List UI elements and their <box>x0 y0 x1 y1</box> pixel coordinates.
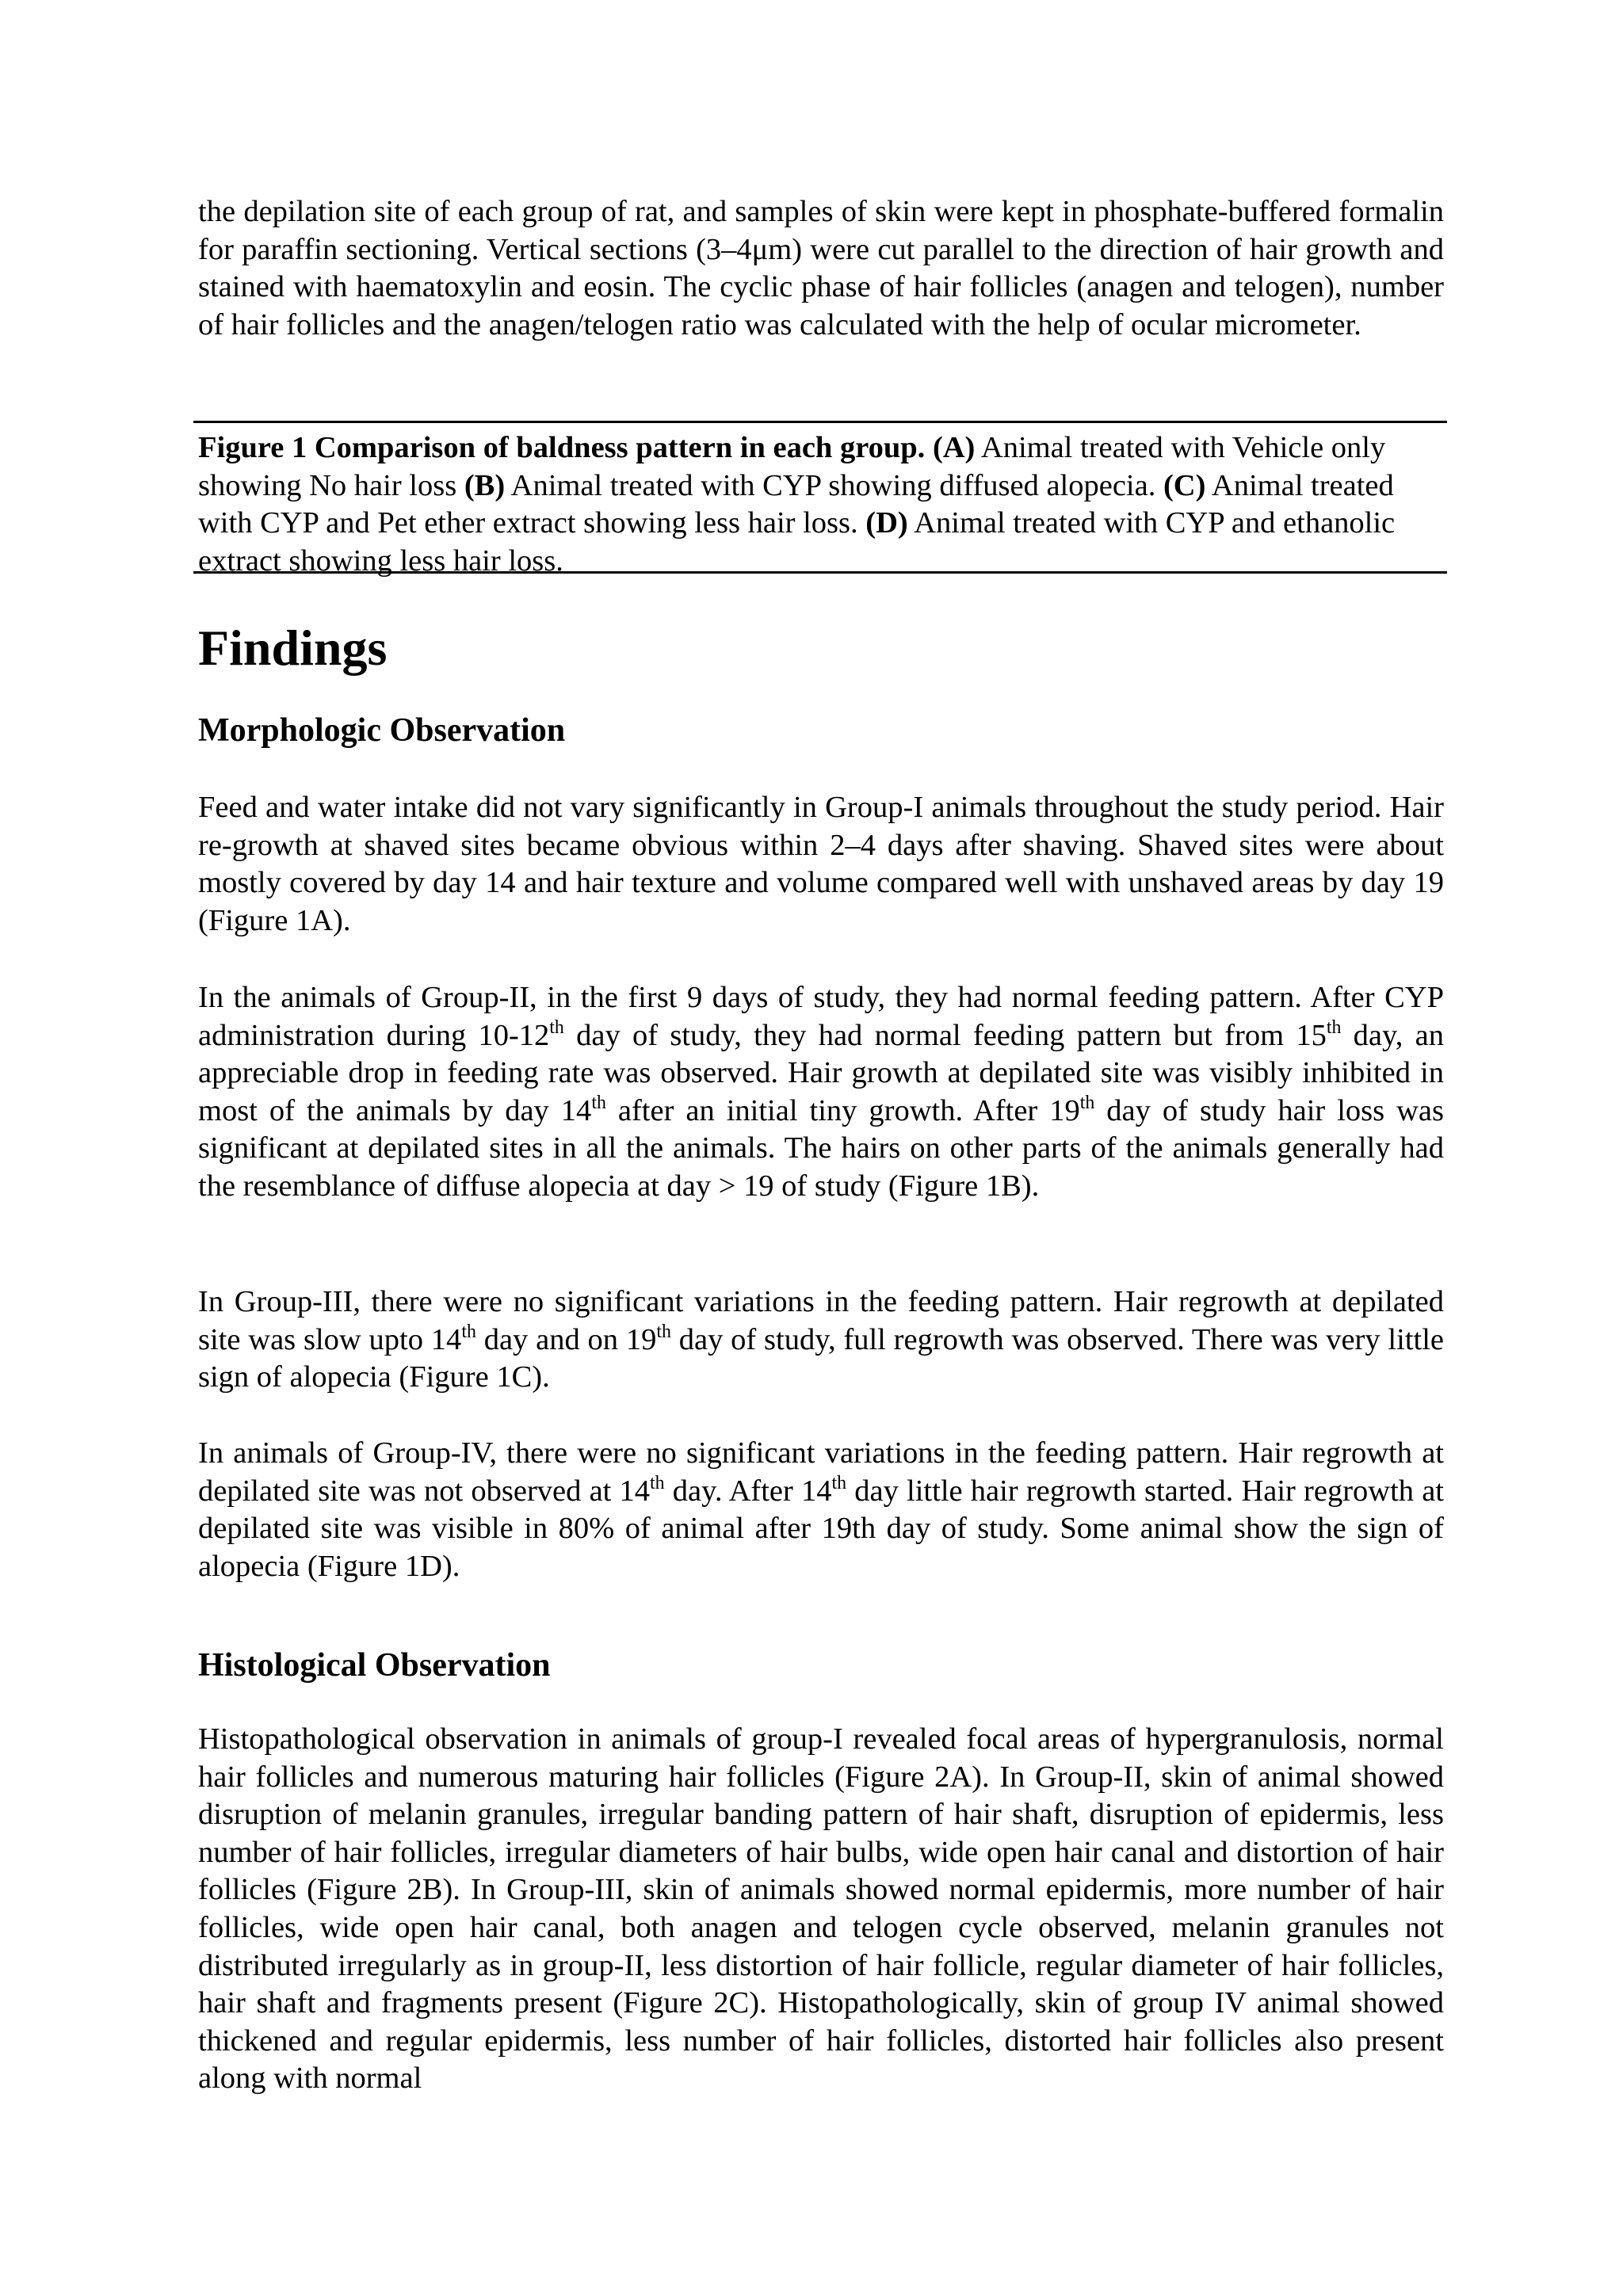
intro-paragraph: the depilation site of each group of rat, and samples of skin were kept in phosphate-buffered formalin for paraffin sectioning. Vertical sections (3–4μm) were cut parallel to the direction of hair growth and stained with haematoxylin and eosin. The cyclic phase of hair follicles (anagen and telogen), number of hair follicles and the anagen/telogen ratio was calculated with the help of ocular micrometer. <box>198 195 1444 341</box>
caption-text-d: Animal treated with CYP and ethanolic extract showing less hair loss. <box>198 506 1396 578</box>
morphologic-paragraph-3: In Group-III, there were no significant variations in the feeding pattern. Hair regrowth at depilated site was slow upto 14th day and on 19th day of study, full regrowth was observed. There was very little sign of alopecia (Figure 1C). <box>198 1285 1444 1394</box>
caption-text-c: Animal treated with CYP and Pet ether extract showing less hair loss. <box>198 468 1394 540</box>
figure-1-caption-box <box>193 421 1447 578</box>
morphologic-paragraph-2: In the animals of Group-II, in the first 9 days of study, they had normal feeding pattern. After CYP administration during 10-12th day of study, they had normal feeding pattern but from 15th day, an appreciable drop in feeding rate was observed. Hair growth at depilated site was visibly inhibited in most of the animals by day 14th after an initial tiny growth. After 19th day of study hair loss was significant at depilated sites in all the animals. The hairs on other parts of the animals generally had the resemblance of diffuse alopecia at day > 19 of study (Figure 1B). <box>198 981 1445 1203</box>
caption-label-c: (C) <box>1163 468 1206 502</box>
morphologic-heading: Morphologic Observation <box>198 712 566 749</box>
caption-label-a: (A) <box>932 431 976 464</box>
caption-label-d: (D) <box>865 506 908 540</box>
caption-text-b: Animal treated with CYP showing diffused alopecia. <box>505 468 1163 502</box>
morphologic-paragraph-4: In animals of Group-IV, there were no significant variations in the feeding pattern. Hair regrowth at depilated site was not observed at 14th day. After 14th day little hair regrowth started. Hair regrowth at depilated site was visible in 80% of animal after 19th day of study. Some animal show the sign of alopecia (Figure 1D). <box>198 1436 1444 1583</box>
caption-title: Figure 1 Comparison of baldness pattern in each group. <box>198 431 926 464</box>
findings-heading: Findings <box>198 620 388 676</box>
figure-1-caption <box>193 423 1447 580</box>
histological-paragraph-1: Histopathological observation in animals of group-I revealed focal areas of hypergranulosis, normal hair follicles and numerous maturing hair follicles (Figure 2A). In Group-II, skin of animal showed disruption of melanin granules, irregular banding pattern of hair shaft, disruption of epidermis, less number of hair follicles, irregular diameters of hair bulbs, wide open hair canal and distortion of hair follicles (Figure 2B). In Group-III, skin of animals showed normal epidermis, more number of hair follicles, wide open hair canal, both anagen and telogen cycle observed, melanin granules not distributed irregularly as in group-II, less distortion of hair follicle, regular diameter of hair follicles, hair shaft and fragments present (Figure 2C). Histopathologically, skin of group IV animal showed thickened and regular epidermis, less number of hair follicles, distorted hair follicles also present along with normal <box>198 1722 1444 2096</box>
caption-text-a: Animal treated with Vehicle only showing No hair loss <box>198 431 1386 502</box>
caption-label-b: (B) <box>464 468 506 502</box>
morphologic-paragraph-1: Feed and water intake did not vary significantly in Group-I animals throughout the study period. Hair re-growth at shaved sites became obvious within 2–4 days after shaving. Shaved sites were about mostly covered by day 14 and hair texture and volume compared well with unshaved areas by day 19 (Figure 1A). <box>198 791 1444 937</box>
histological-heading: Histological Observation <box>198 1647 551 1684</box>
